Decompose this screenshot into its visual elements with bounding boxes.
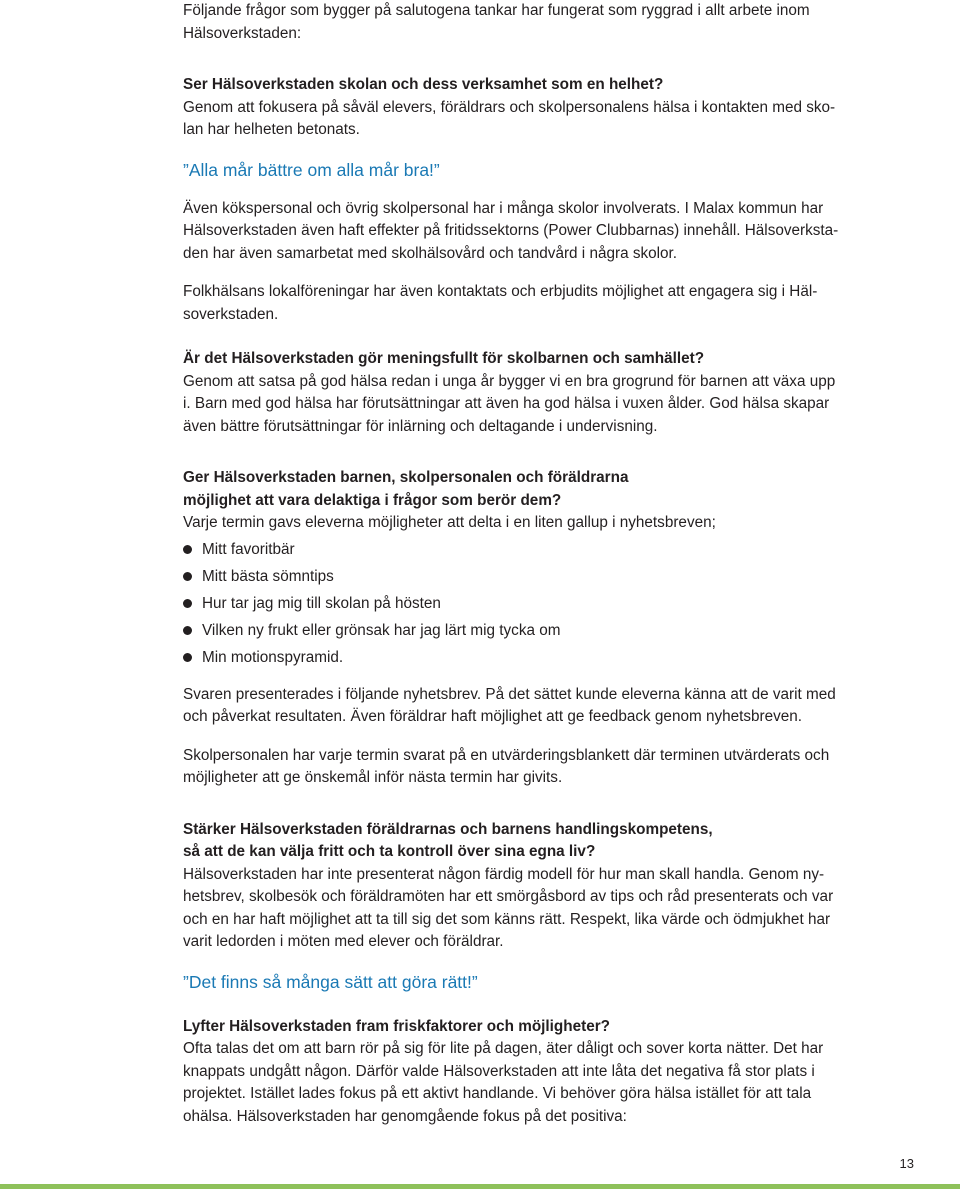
paragraph-line: Hälsoverkstaden har inte presenterat någon färdig modell för hur man skall handla. Genom ny- (183, 865, 825, 883)
paragraph-line: soverkstaden. (183, 305, 279, 323)
section-heading-meningsfullt: Är det Hälsoverkstaden gör meningsfullt för skolbarnen och samhället? (183, 350, 705, 367)
paragraph-line: projektet. Istället lades fokus på ett aktivt handlande. Vi behöver göra hälsa istället för att tala (183, 1085, 812, 1102)
section-heading-handlingskompetens-1: Stärker Hälsoverkstaden föräldrarnas och barnens handlingskompetens, (183, 820, 713, 838)
section-heading-friskfaktorer: Lyfter Hälsoverkstaden fram friskfaktorer och möjligheter? (183, 1017, 611, 1035)
paragraph-line: Folkhälsans lokalföreningar har även kontaktats och erbjudits möjlighet att engagera sig i Häl- (183, 283, 818, 300)
bullet-icon (183, 572, 192, 581)
paragraph-line: i. Barn med god hälsa har förutsättningar att även ha god hälsa i vuxen ålder. God hälsa skapar (183, 395, 830, 412)
paragraph-line: Även kökspersonal och övrig skolpersonal har i många skolor involverats. I Malax kommun har (183, 199, 824, 217)
paragraph-line: knappats undgått någon. Därför valde Hälsoverkstaden att inte låta det negativa få stor plats i (183, 1062, 815, 1080)
paragraph-line: och en har haft möjlighet att ta till sig det som känns rätt. Respekt, lika värde och ödmjukhet har (183, 910, 831, 928)
footer-rule (0, 1184, 960, 1189)
paragraph-line: även bättre förutsättningar för inlärning och deltagande i undervisning. (183, 417, 658, 435)
paragraph-line: ohälsa. Hälsoverkstaden har genomgående fokus på det positiva: (183, 1107, 627, 1125)
bullet-icon (183, 653, 192, 662)
intro-line-2: Hälsoverkstaden: (183, 24, 302, 42)
section-heading-handlingskompetens-2: så att de kan välja fritt och ta kontroll över sina egna liv? (183, 843, 596, 860)
paragraph-line: Svaren presenterades i följande nyhetsbrev. På det sättet kunde eleverna känna att de varit med (183, 685, 836, 703)
list-item: Vilken ny frukt eller grönsak har jag lärt mig tycka om (183, 620, 853, 643)
list-item: Mitt favoritbär (183, 539, 853, 562)
bullet-icon (183, 599, 192, 608)
bullet-list (183, 539, 853, 670)
list-item: Hur tar jag mig till skolan på hösten (183, 593, 853, 616)
document-body (183, 0, 853, 1128)
paragraph-line: Genom att satsa på god hälsa redan i unga år bygger vi en bra grogrund för barnen att växa upp (183, 372, 836, 390)
paragraph-line: möjligheter att ge önskemål inför nästa termin har givits. (183, 769, 563, 786)
paragraph-line: lan har helheten betonats. (183, 121, 360, 138)
paragraph-line: Ofta talas det om att barn rör på sig för lite på dagen, äter dåligt och sover korta nätter. Det har (183, 1040, 824, 1057)
pull-quote-alla-mar-bra: ”Alla mår bättre om alla mår bra!” (183, 159, 440, 180)
intro-line-1: Följande frågor som bygger på salutogena tankar har fungerat som ryggrad i allt arbete inom (183, 2, 810, 19)
bullet-icon (183, 626, 192, 635)
section-heading-helhet: Ser Hälsoverkstaden skolan och dess verksamhet som en helhet? (183, 76, 664, 93)
paragraph-line: Hälsoverkstaden även haft effekter på fritidssektorns (Power Clubbarnas) innehåll. Hälsoverksta- (183, 222, 839, 239)
paragraph-line: Skolpersonalen har varje termin svarat på en utvärderingsblankett där terminen utvärderats och (183, 746, 830, 764)
paragraph-line: varit ledorden i möten med elever och föräldrar. (183, 933, 504, 950)
paragraph-line: den har även samarbetat med skolhälsovård och tandvård i några skolor. (183, 244, 678, 262)
bullet-icon (183, 545, 192, 554)
paragraph-line: hetsbrev, skolbesök och föräldramöten har ett smörgåsbord av tips och råd presenterats och var (183, 888, 834, 905)
paragraph-line: Varje termin gavs eleverna möjligheter att delta i en liten gallup i nyhetsbreven; (183, 514, 716, 531)
paragraph-line: och påverkat resultaten. Även föräldrar haft möjlighet att ge feedback genom nyhetsbreven. (183, 708, 803, 725)
section-heading-delaktiga-1: Ger Hälsoverkstaden barnen, skolpersonalen och föräldrarna (183, 469, 629, 486)
section-heading-delaktiga-2: möjlighet att vara delaktiga i frågor som berör dem? (183, 491, 562, 509)
list-item: Min motionspyramid. (183, 647, 853, 670)
page-number: 13 (899, 1156, 914, 1171)
list-item: Mitt bästa sömntips (183, 566, 853, 589)
paragraph-line: Genom att fokusera på såväl elevers, föräldrars och skolpersonalens hälsa i kontakten med sko- (183, 98, 836, 116)
pull-quote-gora-ratt: ”Det finns så många sätt att göra rätt!” (183, 971, 478, 992)
